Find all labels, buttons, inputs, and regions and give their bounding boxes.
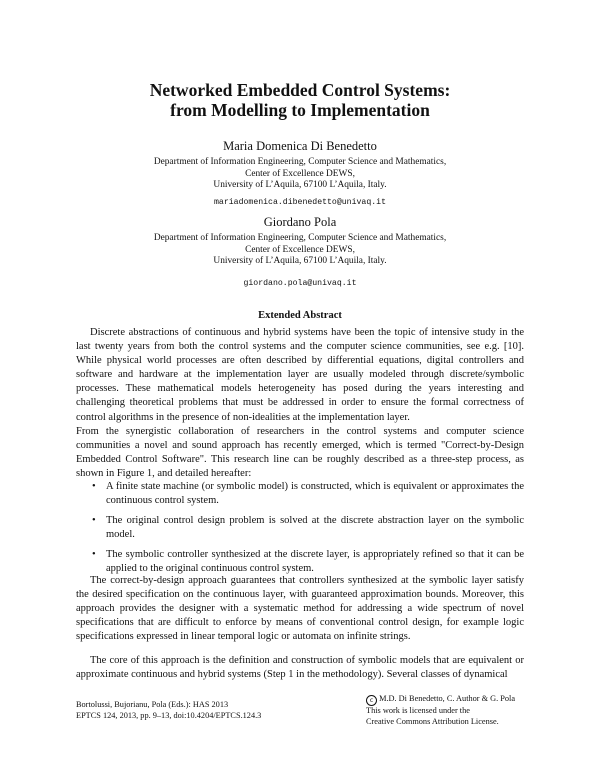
publication-info bbox=[76, 700, 316, 721]
title-line-1: Networked Embedded Control Systems: bbox=[149, 80, 451, 100]
affiliation-line: Department of Information Engineering, Computer Science and Mathematics, bbox=[153, 157, 447, 167]
author-affiliation bbox=[60, 233, 540, 268]
list-item-text: The symbolic controller synthesized at the discrete layer, is appropriately refined so that it can be applied to the original continuous control system. bbox=[106, 549, 524, 575]
license-line: This work is licensed under the bbox=[366, 706, 470, 715]
title-line-2: from Modelling to Implementation bbox=[170, 100, 430, 120]
list-item-text: The original control design problem is solved at the discrete abstraction layer on the symbolic model. bbox=[106, 515, 524, 541]
list-item bbox=[90, 514, 524, 542]
license-info bbox=[366, 694, 536, 727]
affiliation-line: Center of Excellence DEWS, bbox=[245, 244, 355, 255]
bullet-glyph: • bbox=[92, 481, 96, 492]
paragraph: The correct-by-design approach guarantees that controllers synthesized at the symbolic layer satisfy the desired specification on the continuous layer, with guaranteed approximation bounds. Moreover, this approach provides the designer with a systematic method for addressing a wide spectrum of novel specifications that are difficult to enforce by means of conventional control design, for example logic specifications expressed in linear temporal logic or automata on infinite strings. bbox=[76, 575, 524, 643]
author-affiliation bbox=[60, 157, 540, 192]
abstract-body-continued bbox=[76, 574, 524, 644]
affiliation-line: University of L’Aquila, 67100 L’Aquila, Italy. bbox=[213, 180, 387, 191]
publication-line: Bortolussi, Bujorianu, Pola (Eds.): HAS 2013 bbox=[76, 700, 229, 709]
list-item-text: A finite state machine (or symbolic model) is constructed, which is equivalent or approximates the continuous control system. bbox=[106, 481, 524, 507]
author-email: mariadomenica.dibenedetto@univaq.it bbox=[214, 198, 386, 207]
bullet-glyph: • bbox=[92, 549, 96, 561]
list-item bbox=[90, 480, 524, 508]
methodology-list bbox=[90, 480, 524, 583]
paper-title bbox=[60, 80, 540, 120]
author-name: Maria Domenica Di Benedetto bbox=[223, 139, 377, 153]
abstract-body-continued bbox=[76, 654, 524, 682]
affiliation-line: Center of Excellence DEWS, bbox=[245, 168, 355, 179]
author-name: Giordano Pola bbox=[263, 215, 337, 229]
affiliation-line: Department of Information Engineering, Computer Science and Mathematics, bbox=[153, 233, 447, 243]
abstract-heading: Extended Abstract bbox=[258, 310, 342, 321]
copyright-line bbox=[366, 694, 536, 706]
affiliation-line: University of L’Aquila, 67100 L’Aquila, Italy. bbox=[213, 256, 387, 267]
bullet-glyph: • bbox=[92, 515, 96, 527]
license-link[interactable]: Creative Commons Attribution License. bbox=[366, 716, 499, 726]
list-item bbox=[90, 548, 524, 576]
abstract-body bbox=[76, 326, 524, 481]
paragraph: From the synergistic collaboration of researchers in the control systems and computer science communities a novel and sound approach has recently emerged, which is termed "Correct-by-Design Embedded Control Software". This research line can be roughly described as a three-step process, as shown in Figure 1, and detailed hereafter: bbox=[76, 425, 524, 479]
author-email: giordano.pola@univaq.it bbox=[243, 279, 357, 288]
copyright-holders: M.D. Di Benedetto, C. Author & G. Pola bbox=[379, 694, 516, 703]
publication-line: EPTCS 124, 2013, pp. 9–13, doi:10.4204/EPTCS.124.3 bbox=[76, 710, 262, 720]
copyright-icon: c bbox=[366, 695, 377, 706]
paragraph: The core of this approach is the definition and construction of symbolic models that are equivalent or approximate continuous and hybrid systems (Step 1 in the methodology). Several classes of dynamical bbox=[76, 655, 524, 681]
paragraph: Discrete abstractions of continuous and hybrid systems have been the topic of intensive study in the last twenty years from both the control systems and the computer science communities, see e.g. [10]. While physical world processes are often described by differential equations, digital controllers and software and hardware at the implementation layer are usually modeled through discrete/symbolic processes. These mathematical models heterogeneity has posed during the years interesting and challenging theoretical problems that must be addressed in order to ensure the formal correctness of control algorithms in the presence of non-idealities at the implementation layer. bbox=[76, 327, 524, 423]
